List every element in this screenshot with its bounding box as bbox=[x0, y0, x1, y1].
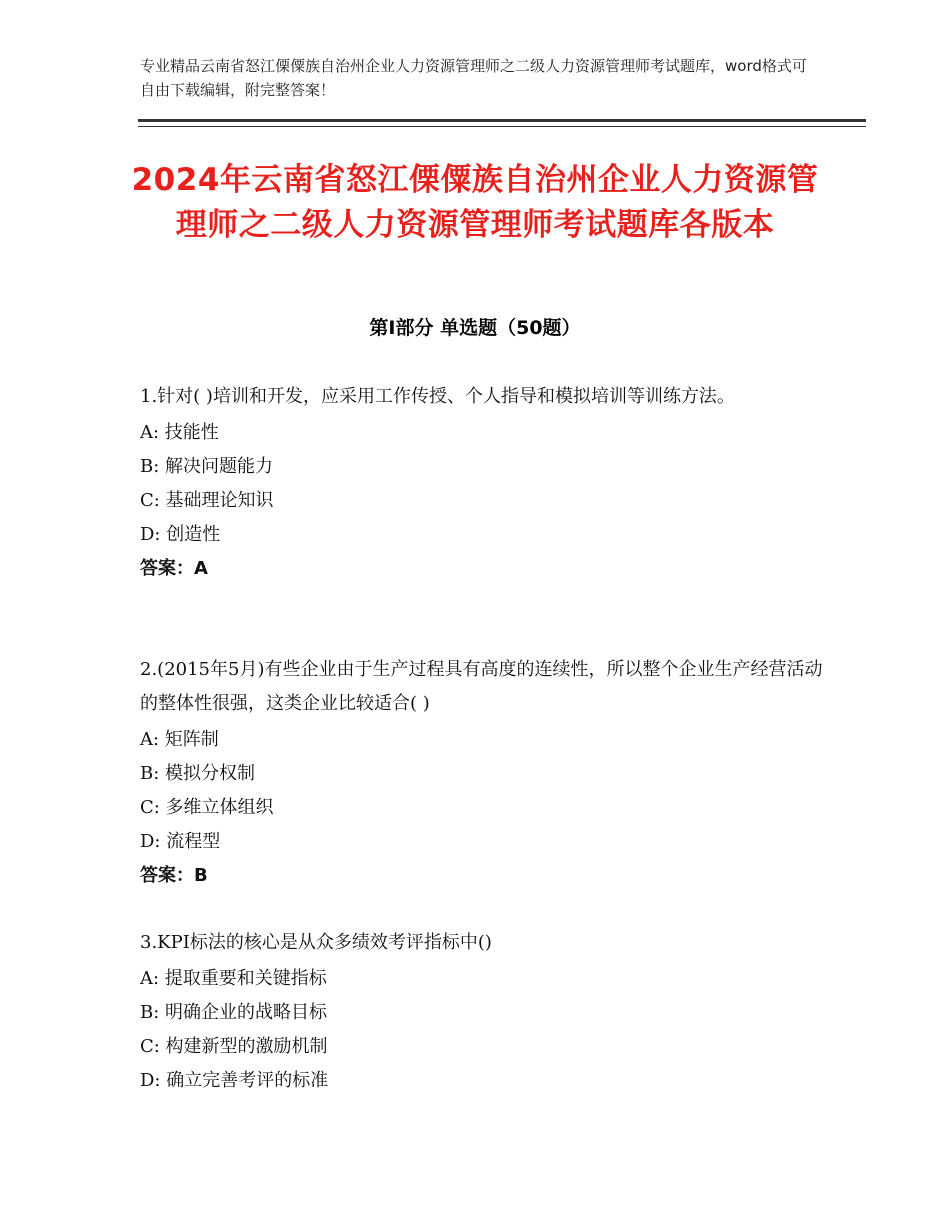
option-b: B: 模拟分权制 bbox=[140, 763, 256, 784]
header-note: 专业精品云南省怒江傈僳族自治州企业人力资源管理师之二级人力资源管理师考试题库，word格式可自由下载编辑，附完整答案！ bbox=[140, 57, 807, 99]
option-a: A: 矩阵制 bbox=[140, 729, 219, 750]
header-divider-thin bbox=[138, 126, 866, 127]
option-d: D: 流程型 bbox=[140, 831, 221, 852]
question-3 bbox=[140, 926, 830, 1098]
option-d: D: 创造性 bbox=[140, 524, 221, 545]
option-c: C: 基础理论知识 bbox=[140, 490, 274, 511]
section-heading: 第Ⅰ部分 单选题（50题） bbox=[369, 317, 581, 339]
option-a: A: 技能性 bbox=[140, 422, 219, 443]
document-title: 2024年云南省怒江傈僳族自治州企业人力资源管理师之二级人力资源管理师考试题库各版本 bbox=[131, 162, 819, 243]
option-c: C: 构建新型的激励机制 bbox=[140, 1036, 328, 1057]
option-c: C: 多维立体组织 bbox=[140, 797, 274, 818]
header-divider-thick bbox=[138, 119, 866, 122]
answer-label: 答案：B bbox=[140, 865, 208, 886]
question-stem: 1.针对( )培训和开发，应采用工作传授、个人指导和模拟培训等训练方法。 bbox=[140, 386, 735, 407]
option-b: B: 解决问题能力 bbox=[140, 456, 274, 477]
question-stem: 3.KPI标法的核心是从众多绩效考评指标中() bbox=[140, 932, 492, 953]
answer-label: 答案：A bbox=[140, 558, 208, 579]
option-d: D: 确立完善考评的标准 bbox=[140, 1070, 329, 1091]
question-2 bbox=[140, 653, 830, 893]
question-1 bbox=[140, 380, 830, 586]
option-a: A: 提取重要和关键指标 bbox=[140, 968, 327, 989]
question-stem: 2.(2015年5月)有些企业由于生产过程具有高度的连续性，所以整个企业生产经营活动的整体性很强，这类企业比较适合( ) bbox=[140, 659, 823, 714]
option-b: B: 明确企业的战略目标 bbox=[140, 1002, 328, 1023]
